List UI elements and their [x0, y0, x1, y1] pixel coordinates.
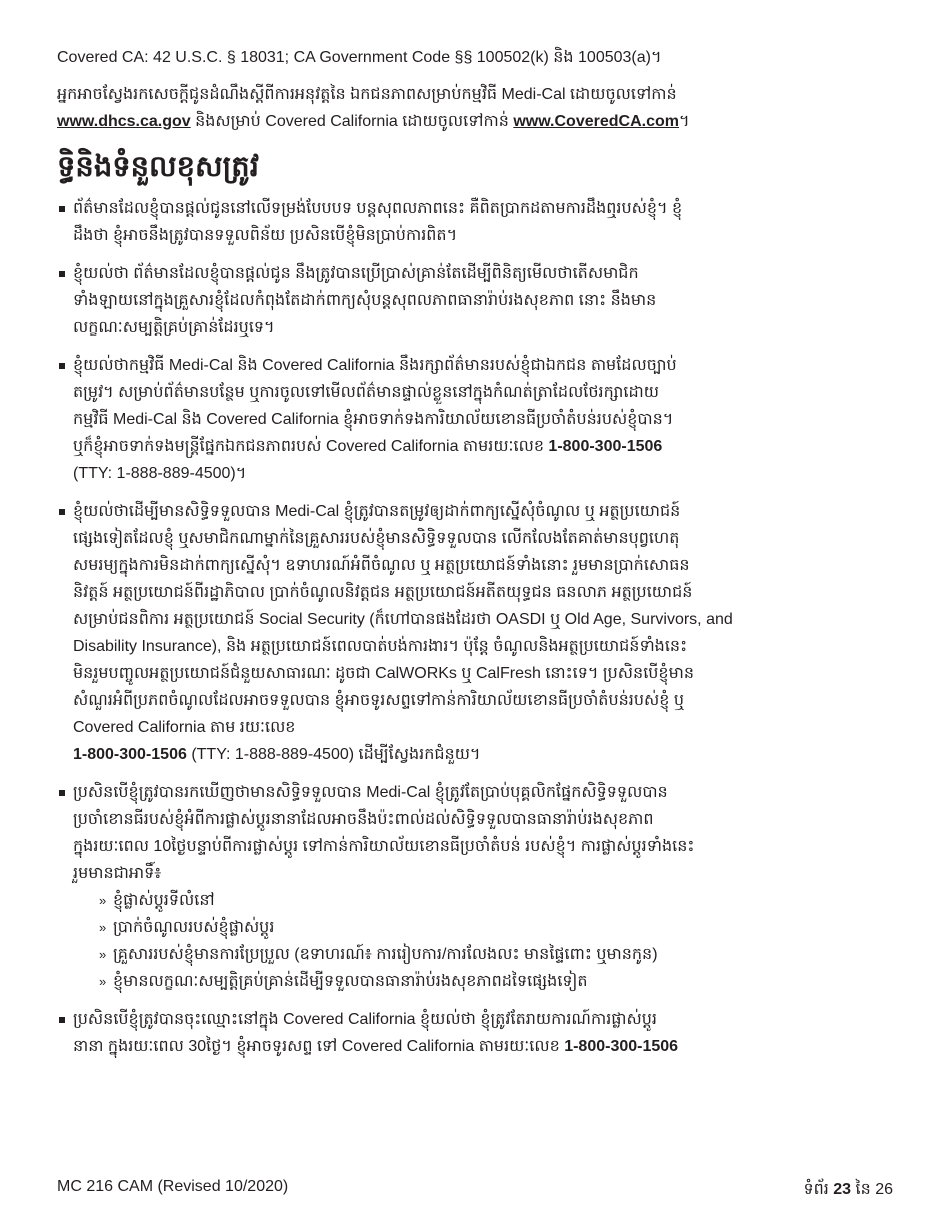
page-footer	[57, 1178, 893, 1202]
text-line	[73, 260, 897, 287]
text-line	[73, 552, 897, 579]
text-line	[73, 195, 897, 222]
text-line	[73, 460, 897, 487]
list-item	[57, 498, 897, 768]
document-page	[57, 44, 897, 1071]
text-run: សម្រាប់ជនពិការ អត្ថប្រយោជន៍ Social Security (ក៏ហៅបានផងដែរថា OASDI ឬ Old Age, Survivors, and	[73, 611, 733, 628]
text-line	[57, 81, 897, 108]
sub-bullet-icon: »	[99, 947, 107, 962]
text-line	[73, 833, 897, 860]
text-line	[73, 660, 897, 687]
text-run: អ្នកអាចស្វែងរកសេចក្តីជូនដំណឹងស្តីពីការអនុវត្តនៃ ឯកជនភាពសម្រាប់កម្មវិធី Medi-Cal ដោយចូលទៅកាន់	[57, 86, 677, 103]
sub-item-text: ប្រាក់ចំណូលរបស់ខ្ញុំផ្លាស់ប្តូរ	[113, 919, 275, 936]
text-run: នានា ក្នុងរយៈពេល 30ថ្ងៃ។ ខ្ញុំអាចទូរសព្ទ ទៅ Covered California តាមរយៈលេខ	[73, 1038, 565, 1055]
text-line	[73, 860, 897, 887]
text-line	[73, 525, 897, 552]
text-line	[57, 44, 897, 71]
sub-bullet-icon: »	[99, 893, 107, 908]
form-id: MC 216 CAM (Revised 10/2020)	[57, 1178, 289, 1195]
text-line	[73, 406, 897, 433]
text-run: សមរម្យក្នុងការមិនដាក់ពាក្យស្នើសុំ។ ឧទាហរណ៍អំពីចំណូល ឬ អត្ថប្រយោជន៍ទាំងនោះ រួមមានប្រាក់សោធន	[73, 557, 690, 574]
text-run: ខ្ញុំយល់ថា ព័ត៌មានដែលខ្ញុំបានផ្តល់ជូន នឹងត្រូវបានប្រើប្រាស់គ្រាន់តែដើម្បីពិនិត្យមើលថាតើសមាជិក	[73, 265, 639, 282]
text-run: Covered CA: 42 U.S.C. § 18031; CA Government Code §§ 100502(k) និង 100503(a)។	[57, 49, 662, 66]
text-run: ប្រចាំខោនធីរបស់ខ្ញុំអំពីការផ្លាស់ប្តូរនានាដែលអាចនឹងប៉ះពាល់ដល់សិទ្ធិទទួលបានធានារ៉ាប់រងសុខភាព	[73, 811, 654, 828]
phone-number: 1-800-300-1506	[548, 438, 663, 455]
sub-item-text: ខ្ញុំមានលក្ខណៈសម្បត្តិគ្រប់គ្រាន់ដើម្បីទទួលបានធានារ៉ាប់រងសុខភាពដទៃផ្សេងទៀត	[113, 973, 588, 990]
list-item	[57, 1006, 897, 1060]
text-line	[73, 606, 897, 633]
text-line	[73, 222, 897, 249]
page-sep: នៃ	[851, 1181, 876, 1198]
text-run: ប្រសិនបើខ្ញុំត្រូវបានចុះឈ្មោះនៅក្នុង Covered California ខ្ញុំយល់ថា ខ្ញុំត្រូវតែរាយការណ៍ការផ្លាស់ប្តូរ	[73, 1011, 657, 1028]
text-run: មិនរួមបញ្ចូលអត្ថប្រយោជន៍ជំនួយសាធារណៈ ដូចជា CalWORKs ឬ CalFresh នោះទេ។ ប្រសិនបើខ្ញុំមាន	[73, 665, 694, 682]
text-line	[73, 287, 897, 314]
text-line	[73, 806, 897, 833]
text-line	[57, 108, 897, 135]
sub-list-item	[73, 941, 897, 968]
text-line	[73, 579, 897, 606]
list-item	[57, 779, 897, 995]
text-run: សំណួរអំពីប្រភពចំណូលដែលអាចទទួលបាន ខ្ញុំអាចទូរសព្ទទៅកាន់ការិយាល័យខោនធីប្រចាំតំបន់របស់ខ្ញុំ ឬ	[73, 692, 684, 709]
page-prefix: ទំព័រ	[803, 1181, 834, 1198]
sub-item-text: ខ្ញុំផ្លាស់ប្តូរទីលំនៅ	[113, 892, 215, 909]
text-line	[73, 714, 897, 741]
text-run: ។	[678, 113, 690, 130]
text-line	[73, 741, 897, 768]
text-line	[73, 352, 897, 379]
text-run: ដឹងថា ខ្ញុំអាចនឹងត្រូវបានទទួលពិន័យ ប្រសិនបើខ្ញុំមិនប្រាប់ការពិត។	[73, 227, 458, 244]
text-run: ឬក៏ខ្ញុំអាចទាក់ទងមន្ត្រីផ្នែកឯកជនភាពរបស់ Covered California តាមរយៈលេខ	[73, 438, 549, 455]
phone-number: 1-800-300-1506	[73, 746, 187, 763]
legal-citation	[57, 44, 897, 71]
sub-list-item	[73, 968, 897, 995]
text-run: កម្មវិធី Medi-Cal និង Covered California ខ្ញុំអាចទាក់ទងការិយាល័យខោនធីប្រចាំតំបន់របស់ខ្ញុំបាន។	[73, 411, 674, 428]
text-run: ប្រសិនបើខ្ញុំត្រូវបានរកឃើញថាមានសិទ្ធិទទួលបាន Medi-Cal ខ្ញុំត្រូវតែប្រាប់បុគ្គលិកផ្នែកសិទ្ធិទទួលបាន	[73, 784, 668, 801]
website-link[interactable]: www.dhcs.ca.gov	[57, 113, 191, 130]
text-run: ព័ត៌មានដែលខ្ញុំបានផ្តល់ជូននៅលើទម្រង់បែបបទ បន្តសុពលភាពនេះ គឺពិតប្រាកដតាមការដឹងឮរបស់ខ្ញុំ។ ខ្ញុំ	[73, 200, 683, 217]
sub-bullet-icon: »	[99, 920, 107, 935]
text-run: និវត្តន៍ អត្ថប្រយោជន៍ពីរដ្ឋាភិបាល ប្រាក់ចំណូលនិវត្តជន អត្ថប្រយោជន៍អតីតយុទ្ធជន ធនលាភ អត្ថប្រយោជន៍	[73, 584, 693, 601]
text-line	[73, 379, 897, 406]
text-run: Disability Insurance), និង អត្ថប្រយោជន៍ពេលបាត់បង់ការងារ។ ប៉ុន្តែ ចំណូលនិងអត្ថប្រយោជន៍ទាំងនេះ	[73, 638, 688, 655]
text-line	[73, 1006, 897, 1033]
text-run: លក្ខណៈសម្បត្តិគ្រប់គ្រាន់ដែរឬទេ។	[73, 319, 275, 336]
list-item	[57, 352, 897, 487]
text-run: តម្រូវ។ សម្រាប់ព័ត៌មានបន្ថែម ឬការចូលទៅមើលព័ត៌មានផ្ទាល់ខ្លួននៅក្នុងកំណត់ត្រាដែលថែរក្សាដោយ	[73, 384, 659, 401]
text-line	[73, 498, 897, 525]
page-current: 23	[833, 1181, 852, 1198]
text-run: រួមមានជាអាទិ៍៖	[73, 865, 162, 882]
privacy-notice-paragraph	[57, 81, 897, 135]
text-run: ផ្សេងទៀតដែលខ្ញុំ ឬសមាជិកណាម្នាក់នៃគ្រួសាររបស់ខ្ញុំមានសិទ្ធិទទួលបាន លើកលែងតែគាត់មានបុព្វហេតុ	[73, 530, 680, 547]
website-link[interactable]: www.CoveredCA.com	[513, 113, 679, 130]
text-run: ខ្ញុំយល់ថាដើម្បីមានសិទ្ធិទទួលបាន Medi-Cal ខ្ញុំត្រូវបានតម្រូវឲ្យដាក់ពាក្យស្នើសុំចំណូល ឬ អត្ថប្រយោជន៍	[73, 503, 681, 520]
responsibilities-list	[57, 195, 897, 1060]
text-run: (TTY: 1-888-889-4500) ដើម្បីស្វែងរកជំនួយ។	[186, 746, 481, 763]
sub-bullet-icon: »	[99, 974, 107, 989]
text-line	[73, 1033, 897, 1060]
sub-list-item	[73, 887, 897, 914]
text-line	[73, 779, 897, 806]
phone-number: 1-800-300-1506	[564, 1038, 679, 1055]
list-item	[57, 195, 897, 249]
text-line	[73, 687, 897, 714]
text-run: Covered California តាម រយៈលេខ	[73, 719, 296, 736]
text-line	[73, 633, 897, 660]
sub-list-item	[73, 914, 897, 941]
text-run: និងសម្រាប់ Covered California ដោយចូលទៅកាន់	[190, 113, 514, 130]
sub-item-text: គ្រួសាររបស់ខ្ញុំមានការប្រែប្រួល (ឧទាហរណ៍៖ ការរៀបការ/ការលែងលះ មានផ្ទៃពោះ ឬមានកូន)	[113, 946, 658, 963]
text-run: ទាំងឡាយនៅក្នុងគ្រួសារខ្ញុំដែលកំពុងតែដាក់ពាក្យសុំបន្តសុពលភាពធានារ៉ាប់រងសុខភាព នោះ នឹងមាន	[73, 292, 657, 309]
page-total: 26	[875, 1181, 893, 1198]
text-run: ខ្ញុំយល់ថាកម្មវិធី Medi-Cal និង Covered California នឹងរក្សាព័ត៌មានរបស់ខ្ញុំជាឯកជន តាមដែលច្បាប់	[73, 357, 677, 374]
section-heading: ទិ្ធនិងទំនួលខុសត្រូវ	[57, 151, 259, 183]
list-item	[57, 260, 897, 341]
text-run: (TTY: 1-888-889-4500)។	[73, 465, 247, 482]
text-run: ក្នុងរយៈពេល 10ថ្ងៃបន្ទាប់ពីការផ្លាស់ប្តូរ ទៅកាន់ការិយាល័យខោនធីប្រចាំតំបន់ របស់ខ្ញុំ។ ការផ្លាស់ប្តូរទាំងនេះ	[73, 838, 695, 855]
text-line	[73, 314, 897, 341]
page-number	[803, 1178, 893, 1202]
text-line	[73, 433, 897, 460]
